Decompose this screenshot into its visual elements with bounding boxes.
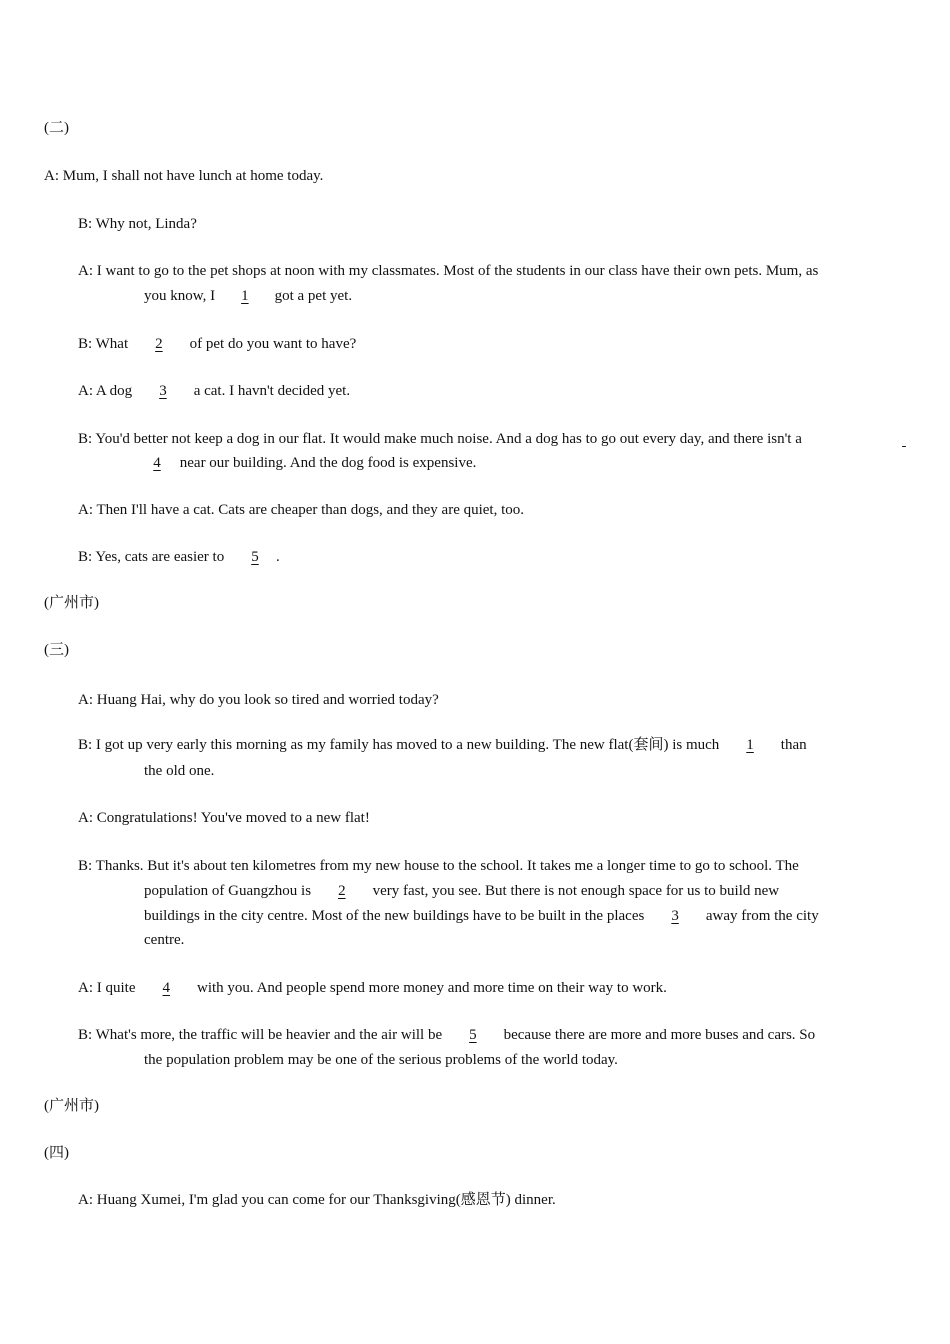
text: B: What [78,336,129,352]
dialogue3-line-1: A: Huang Hai, why do you look so tired and worried today? [78,692,439,708]
text: population of Guangzhou is [144,883,312,899]
text: A: A dog [78,383,133,399]
answer-blank-1[interactable]: 1 [241,288,249,304]
text: very fast, you see. But there is not enough space for us to build new [372,883,780,899]
text: A: I quite [78,980,136,996]
dialogue2-line-6a: B: You'd better not keep a dog in our flat. It would make much noise. And a dog has to go out every day, and there isn't a [78,431,802,447]
text: buildings in the city centre. Most of the new buildings have to be built in the places [144,908,645,924]
dialogue3-line-3: A: Congratulations! You've moved to a new flat! [78,810,370,826]
answer-blank-2[interactable]: 2 [155,336,163,352]
dialogue2-line-3b [144,284,352,309]
answer-blank-2[interactable]: 2 [338,883,346,899]
dialogue3-line-6b: the population problem may be one of the serious problems of the world today. [144,1052,618,1068]
text: B: What's more, the traffic will be heavier and the air will be [78,1027,443,1043]
dialogue3-line-5 [78,976,667,1001]
dialogue3-line-4c [144,904,819,929]
text: got a pet yet. [274,288,353,304]
dialogue2-line-8 [78,545,280,570]
text: near our building. And the dog food is expensive. [179,455,477,471]
section-label-3: (三) [44,642,69,658]
dialogue3-line-2b: the old one. [144,763,215,779]
text: B: Yes, cats are easier to [78,549,225,565]
dialogue3-line-4d: centre. [144,932,185,948]
section-label-2: (二) [44,120,69,136]
text: you know, I [144,288,216,304]
text: B: I got up very early this morning as my family has moved to a new building. The new flat(套间) is much [78,737,720,753]
blank-4-start [900,427,908,452]
answer-blank-4[interactable]: 4 [162,980,170,996]
dialogue2-line-6b [144,451,476,476]
answer-blank-1[interactable]: 1 [746,737,754,753]
dialogue2-line-1: A: Mum, I shall not have lunch at home today. [44,168,324,184]
dialogue3-line-2a [78,733,807,758]
dialogue4-line-1: A: Huang Xumei, I'm glad you can come for our Thanksgiving(感恩节) dinner. [78,1192,556,1208]
dialogue2-line-5 [78,379,350,404]
dialogue2-line-7: A: Then I'll have a cat. Cats are cheaper than dogs, and they are quiet, too. [78,502,525,518]
source-label: (广州市) [44,1098,99,1114]
dialogue2-line-2: B: Why not, Linda? [78,216,197,232]
answer-blank-5[interactable]: 5 [251,549,259,565]
answer-blank-4[interactable]: 4 [153,455,161,471]
section-label-4: (四) [44,1145,69,1161]
dialogue3-line-4b [144,879,779,904]
dialogue3-line-6a [78,1023,815,1048]
text: than [780,737,807,753]
answer-blank-3[interactable]: 3 [159,383,167,399]
answer-blank-5[interactable]: 5 [469,1027,477,1043]
dialogue3-line-4a: B: Thanks. But it's about ten kilometres from my new house to the school. It takes me a longer time to go to school. The [78,858,799,874]
text: of pet do you want to have? [189,336,357,352]
answer-blank-3[interactable]: 3 [671,908,679,924]
source-label: (广州市) [44,595,99,611]
dialogue2-line-4 [78,332,356,357]
text: . [275,549,280,565]
text: because there are more and more buses and cars. So [503,1027,816,1043]
text: away from the city [705,908,819,924]
dialogue2-line-3a: A: I want to go to the pet shops at noon with my classmates. Most of the students in our class have their own pets. Mum, as [78,263,819,279]
text: with you. And people spend more money and more time on their way to work. [197,980,667,996]
text: a cat. I havn't decided yet. [193,383,351,399]
